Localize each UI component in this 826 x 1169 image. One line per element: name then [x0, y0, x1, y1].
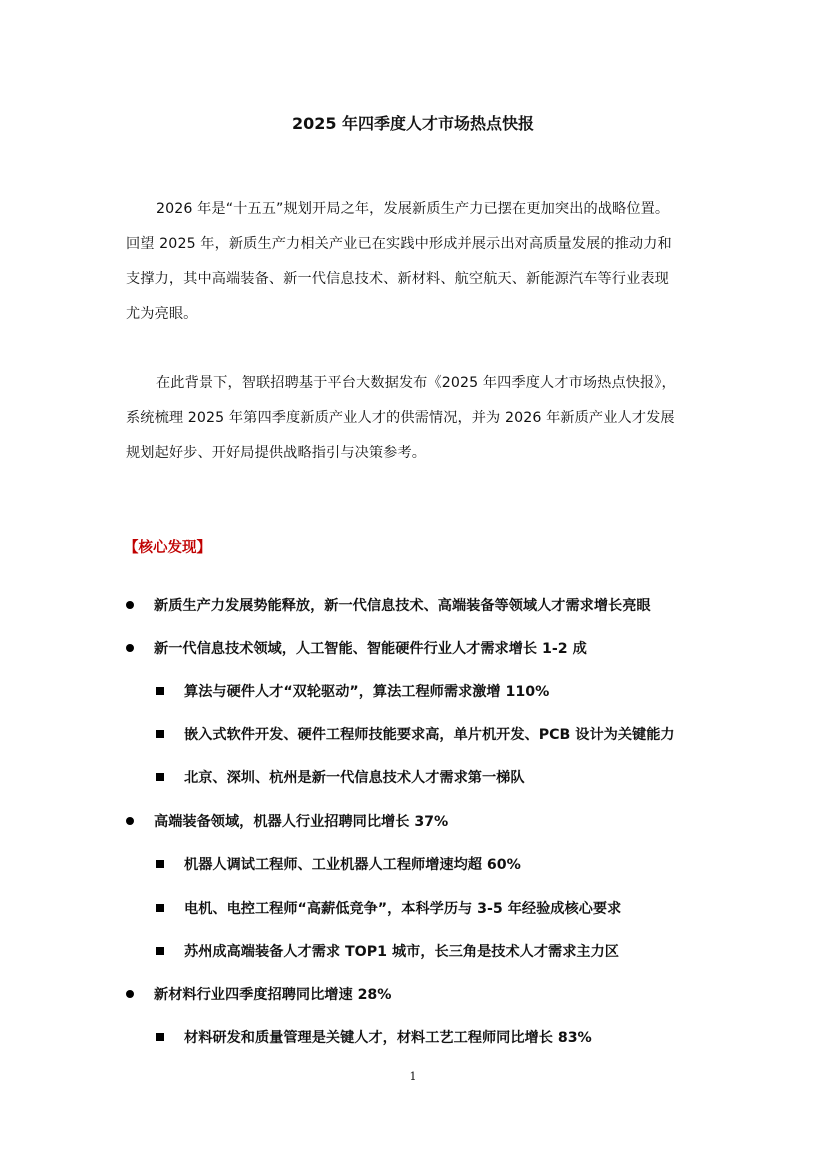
- paragraph-line: 2026 年是“十五五”规划开局之年，发展新质生产力已摆在更加突出的战略位置。: [156, 201, 670, 217]
- bullet-square-icon: [156, 687, 164, 695]
- paragraph-line: 规划起好步、开好局提供战略指引与决策参考。: [126, 445, 427, 461]
- paragraph-line: 支撑力，其中高端装备、新一代信息技术、新材料、航空航天、新能源汽车等行业表现: [126, 271, 669, 287]
- finding-item: [126, 594, 651, 618]
- paragraph-line: 系统梳理 2025 年第四季度新质产业人才的供需情况，并为 2026 年新质产业人才发展: [126, 410, 675, 426]
- finding-item: [126, 637, 587, 661]
- finding-item: [126, 810, 448, 834]
- finding-text: 材料研发和质量管理是关键人才，材料工艺工程师同比增长 83%: [184, 1030, 592, 1046]
- finding-subitem: [156, 680, 549, 704]
- bullet-dot-icon: [126, 601, 134, 609]
- paragraph-line: 尤为亮眼。: [126, 306, 198, 322]
- finding-subitem: [156, 766, 525, 790]
- bullet-dot-icon: [126, 817, 134, 825]
- bullet-square-icon: [156, 904, 164, 912]
- bullet-dot-icon: [126, 990, 134, 998]
- core-findings-heading: 【核心发现】: [124, 540, 211, 556]
- page-number: 1: [409, 1070, 417, 1083]
- bullet-square-icon: [156, 860, 164, 868]
- paragraph-line: 回望 2025 年，新质生产力相关产业已在实践中形成并展示出对高质量发展的推动力和: [126, 236, 672, 252]
- bullet-square-icon: [156, 730, 164, 738]
- finding-text: 算法与硬件人才“双轮驱动”，算法工程师需求激增 110%: [184, 684, 550, 700]
- finding-text: 高端装备领域，机器人行业招聘同比增长 37%: [154, 814, 449, 830]
- finding-text: 苏州成高端装备人才需求 TOP1 城市，长三角是技术人才需求主力区: [184, 944, 619, 960]
- bullet-square-icon: [156, 1033, 164, 1041]
- document-title: 2025 年四季度人才市场热点快报: [291, 114, 535, 133]
- finding-text: 北京、深圳、杭州是新一代信息技术人才需求第一梯队: [184, 770, 525, 786]
- intro-paragraph-1: [126, 192, 706, 332]
- bullet-square-icon: [156, 947, 164, 955]
- paragraph-line: 在此背景下，智联招聘基于平台大数据发布《2025 年四季度人才市场热点快报》，: [156, 375, 676, 391]
- finding-text: 新一代信息技术领域，人工智能、智能硬件行业人才需求增长 1-2 成: [154, 641, 587, 657]
- finding-subitem: [156, 1026, 592, 1050]
- finding-subitem: [156, 723, 675, 747]
- finding-text: 电机、电控工程师“高薪低竞争”，本科学历与 3-5 年经验成核心要求: [184, 901, 622, 917]
- finding-subitem: [156, 897, 621, 921]
- finding-text: 嵌入式软件开发、硬件工程师技能要求高，单片机开发、PCB 设计为关键能力: [184, 727, 675, 743]
- finding-text: 新质生产力发展势能释放，新一代信息技术、高端装备等领域人才需求增长亮眼: [154, 598, 651, 614]
- finding-text: 新材料行业四季度招聘同比增速 28%: [154, 987, 392, 1003]
- finding-subitem: [156, 940, 619, 964]
- bullet-dot-icon: [126, 644, 134, 652]
- finding-text: 机器人调试工程师、工业机器人工程师增速均超 60%: [184, 857, 521, 873]
- bullet-square-icon: [156, 773, 164, 781]
- finding-subitem: [156, 853, 521, 877]
- finding-item: [126, 983, 392, 1007]
- intro-paragraph-2: [126, 366, 706, 471]
